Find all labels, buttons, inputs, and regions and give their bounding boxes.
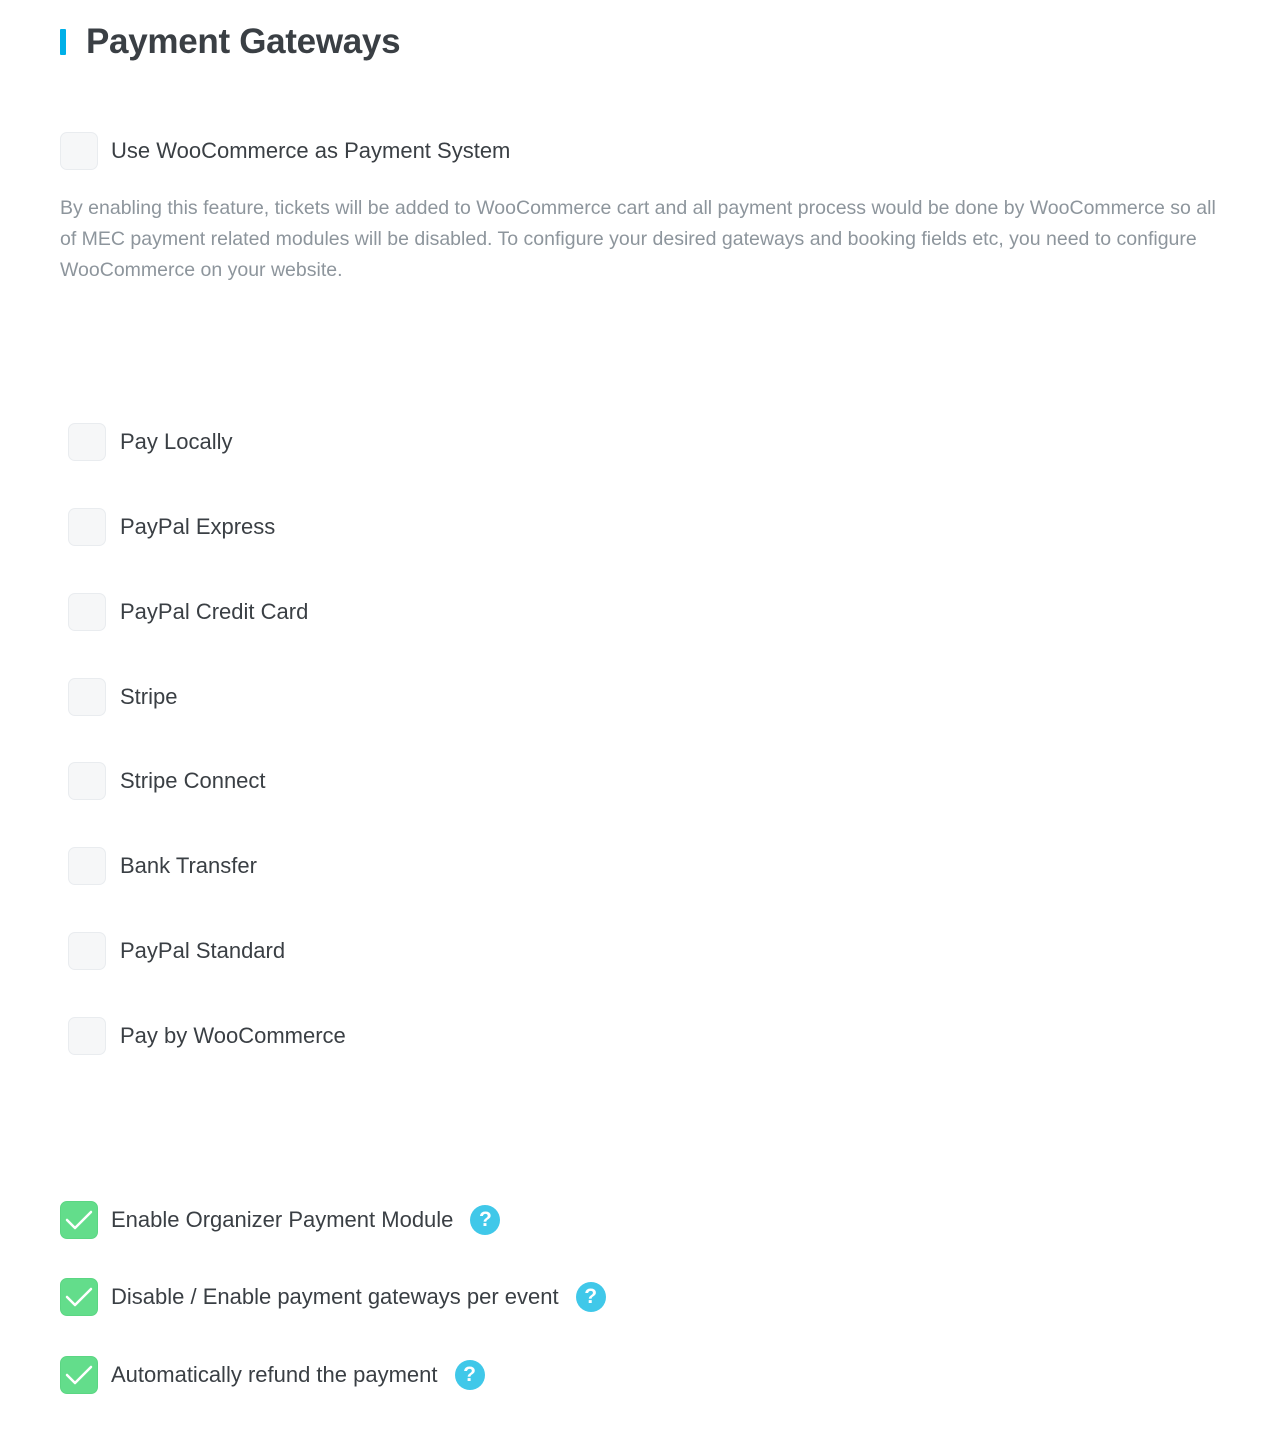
- gateway-stripe-connect[interactable]: [68, 762, 266, 800]
- option-checkbox-checked[interactable]: [60, 1356, 98, 1394]
- option-checkbox-checked[interactable]: [60, 1201, 98, 1239]
- gateway-pay-locally[interactable]: [68, 423, 233, 461]
- gateway-checkbox[interactable]: [68, 932, 106, 970]
- help-icon[interactable]: ?: [576, 1282, 606, 1312]
- gateway-stripe[interactable]: [68, 678, 177, 716]
- gateway-label: Bank Transfer: [120, 853, 257, 878]
- option-label: Disable / Enable payment gateways per event: [111, 1284, 559, 1309]
- option-label: Automatically refund the payment: [111, 1362, 438, 1387]
- gateway-paypal-standard[interactable]: [68, 932, 285, 970]
- gateway-label: PayPal Express: [120, 514, 276, 539]
- woocommerce-option[interactable]: [60, 132, 510, 170]
- gateway-checkbox[interactable]: [68, 678, 106, 716]
- gateway-checkbox[interactable]: [68, 847, 106, 885]
- checkmark-icon: [64, 1286, 94, 1308]
- option-auto-refund[interactable]: [60, 1356, 485, 1394]
- woocommerce-checkbox[interactable]: [60, 132, 98, 170]
- woocommerce-description: By enabling this feature, tickets will be added to WooCommerce cart and all payment process would be done by WooCommerce so all of MEC payment related modules will be disabled. To configure your desired gateways and booking fields etc, you need to configure WooCommerce on your website.: [60, 197, 1216, 281]
- checkmark-icon: [64, 1209, 94, 1231]
- page-title: Payment Gateways: [86, 22, 401, 61]
- gateway-label: Stripe Connect: [120, 768, 266, 793]
- gateway-paypal-express[interactable]: [68, 508, 275, 546]
- gateway-checkbox[interactable]: [68, 508, 106, 546]
- option-checkbox-checked[interactable]: [60, 1278, 98, 1316]
- gateway-paypal-credit-card[interactable]: [68, 593, 308, 631]
- gateway-checkbox[interactable]: [68, 593, 106, 631]
- gateway-checkbox[interactable]: [68, 423, 106, 461]
- option-label: Enable Organizer Payment Module: [111, 1207, 454, 1232]
- gateway-bank-transfer[interactable]: [68, 847, 257, 885]
- gateway-label: Pay by WooCommerce: [120, 1023, 346, 1048]
- gateway-checkbox[interactable]: [68, 1017, 106, 1055]
- page-header: [60, 20, 400, 64]
- help-icon[interactable]: ?: [470, 1205, 500, 1235]
- gateway-label: PayPal Standard: [120, 938, 286, 963]
- gateway-label: PayPal Credit Card: [120, 599, 309, 624]
- title-accent-bar: [60, 29, 66, 55]
- gateway-label: Pay Locally: [120, 429, 233, 454]
- option-gateways-per-event[interactable]: [60, 1278, 606, 1316]
- woocommerce-label: Use WooCommerce as Payment System: [111, 138, 511, 163]
- gateway-checkbox[interactable]: [68, 762, 106, 800]
- help-icon[interactable]: ?: [455, 1360, 485, 1390]
- option-organizer-payment-module[interactable]: [60, 1201, 500, 1239]
- gateway-pay-by-woocommerce[interactable]: [68, 1017, 346, 1055]
- checkmark-icon: [64, 1364, 94, 1386]
- gateway-label: Stripe: [120, 684, 178, 709]
